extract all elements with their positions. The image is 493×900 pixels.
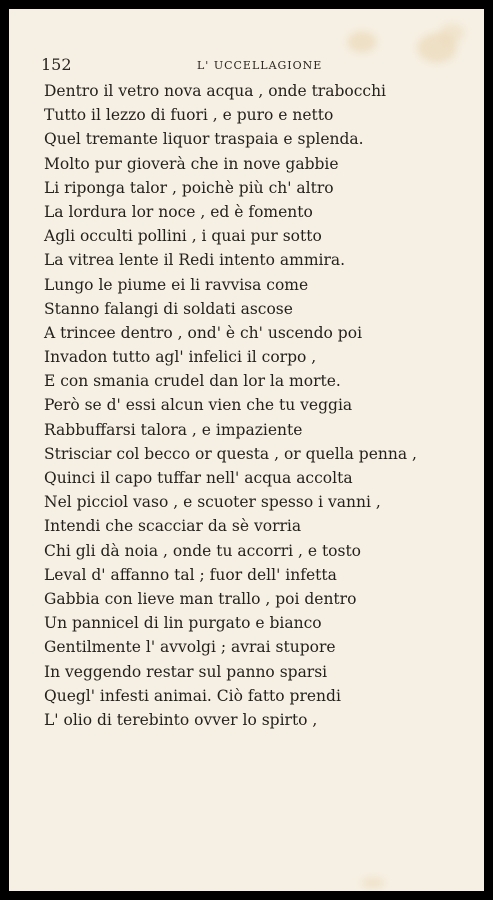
verse-line: L' olio di terebinto ovver lo spirto , [44,710,318,729]
book-page [9,9,484,891]
verse-line: Lungo le piume ei li ravvisa come [44,275,309,294]
verse-line: Molto pur gioverà che in nove gabbie [44,154,339,173]
verse-line: Li riponga talor , poichè più ch' altro [44,178,334,197]
page-number: 152 [41,55,72,74]
paper-stain [361,877,385,889]
verse-line: Stanno falangi di soldati ascose [44,299,293,318]
verse-line: Quegl' infesti animai. Ciò fatto prendi [44,686,341,705]
verse-line: Rabbuffarsi talora , e impaziente [44,420,303,439]
verse-line: Gabbia con lieve man trallo , poi dentro [44,589,357,608]
verse-line: Quel tremante liquor traspaia e splenda. [44,130,364,149]
running-head [9,55,484,75]
verse-line: Gentilmente l' avvolgi ; avrai stupore [44,638,336,657]
verse-line: A trincee dentro , ond' è ch' uscendo poi [44,323,363,342]
verse-line: In veggendo restar sul panno sparsi [44,662,328,681]
verse-line: Invadon tutto agl' infelici il corpo , [44,348,317,367]
verse-line: Tutto il lezzo di fuori , e puro e netto [44,106,334,125]
verse-line: Intendi che scacciar da sè vorria [44,517,302,536]
paper-stain [347,31,377,53]
verse-line: Agli occulti pollini , i quai pur sotto [44,227,322,246]
verse-line: Leval d' affanno tal ; fuor dell' infetta [44,565,337,584]
verse-line: La lordura lor noce , ed è fomento [44,202,313,221]
verse-line: E con smania crudel dan lor la morte. [44,372,341,391]
verse-line: La vitrea lente il Redi intento ammira. [44,251,346,270]
verse-list [44,79,417,732]
paper-stain [439,23,465,43]
verse-line: Dentro il vetro nova acqua , onde trabocchi [44,82,387,100]
verse-line: Nel picciol vaso , e scuoter spesso i vanni , [44,493,381,512]
verse-line: Strisciar col becco or questa , or quella penna , [44,444,417,463]
verse-line: Un pannicel di lin purgato e bianco [44,614,322,633]
running-title: L' UCCELLAGIONE [197,59,323,72]
verse-line: Chi gli dà noia , onde tu accorri , e tosto [44,541,362,560]
verse-line: Però se d' essi alcun vien che tu veggia [44,396,353,415]
verse-line: Quinci il capo tuffar nell' acqua accolta [44,469,353,487]
